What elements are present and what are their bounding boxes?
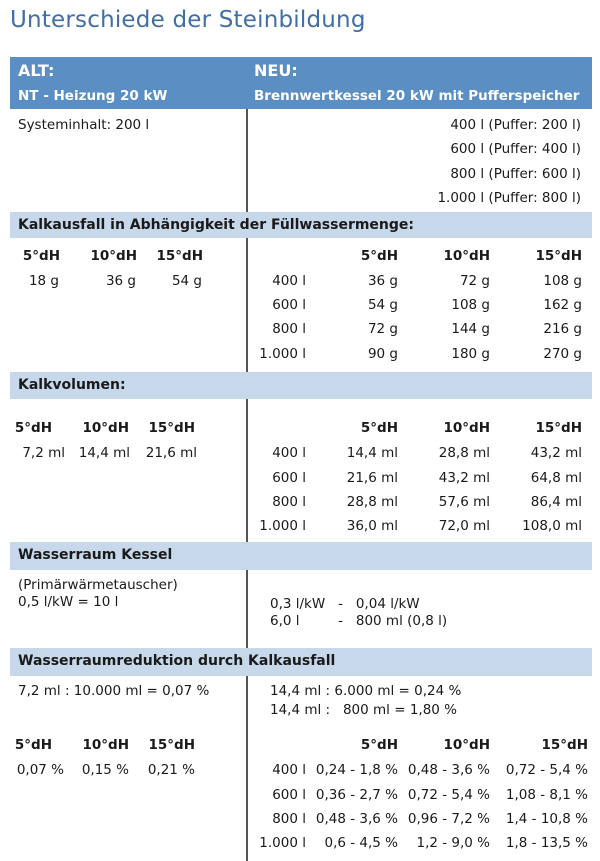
volume-label: 600 l	[272, 297, 306, 313]
table-cell: 0,36 - 2,7 %	[315, 787, 398, 803]
hardness-header: 15°dH	[156, 248, 203, 264]
systeminhalt-neu-item: 1.000 l (Puffer: 800 l)	[437, 190, 581, 206]
column-divider	[246, 570, 248, 648]
section-header-wasserraum	[10, 542, 592, 570]
systeminhalt-neu-item: 600 l (Puffer: 400 l)	[450, 141, 581, 157]
hardness-header: 10°dH	[82, 737, 129, 753]
volume-label: 400 l	[272, 762, 306, 778]
table-cell: 1,2 - 9,0 %	[416, 835, 490, 851]
table-cell: 216 g	[543, 321, 582, 337]
table-cell: 72 g	[367, 321, 398, 337]
table-cell: 108,0 ml	[522, 518, 582, 534]
volume-label: 600 l	[272, 470, 306, 486]
volume-label: 800 l	[272, 494, 306, 510]
table-cell: 162 g	[543, 297, 582, 313]
wasserraum-neu-value: 6,0 l - 800 ml (0,8 l)	[270, 613, 448, 629]
table-cell: 72 g	[459, 273, 490, 289]
volume-label: 400 l	[272, 273, 306, 289]
table-cell: 0,96 - 7,2 %	[407, 811, 490, 827]
reduktion-alt-value: 0,21 %	[147, 762, 195, 778]
column-divider	[246, 109, 248, 212]
reduktion-neu-formula: 14,4 ml : 6.000 ml = 0,24 %	[270, 683, 462, 699]
hardness-header: 10°dH	[90, 248, 137, 264]
hardness-header: 15°dH	[535, 420, 582, 436]
section-title: Wasserraum Kessel	[18, 547, 173, 563]
section-title: Wasserraumreduktion durch Kalkausfall	[18, 653, 336, 669]
table-cell: 14,4 ml	[346, 445, 398, 461]
hardness-header: 5°dH	[22, 248, 60, 264]
table-cell: 0,72 - 5,4 %	[407, 787, 490, 803]
table-cell: 1,08 - 8,1 %	[505, 787, 588, 803]
table-cell: 21,6 ml	[346, 470, 398, 486]
wasserraum-neu-value: 0,3 l/kW - 0,04 l/kW	[270, 596, 420, 612]
kalkvolumen-alt-value: 14,4 ml	[78, 445, 130, 461]
hardness-header: 5°dH	[360, 737, 398, 753]
table-cell: 270 g	[543, 346, 582, 362]
page-title: Unterschiede der Steinbildung	[10, 7, 366, 33]
column-divider	[246, 399, 248, 542]
table-cell: 36 g	[367, 273, 398, 289]
table-cell: 36,0 ml	[346, 518, 398, 534]
section-header-reduktion	[10, 648, 592, 676]
column-divider	[246, 676, 248, 861]
table-cell: 108 g	[543, 273, 582, 289]
table-cell: 1,8 - 13,5 %	[505, 835, 588, 851]
comparison-header	[10, 57, 592, 109]
alt-description: NT - Heizung 20 kW	[18, 88, 168, 104]
hardness-header: 10°dH	[443, 420, 490, 436]
table-cell: 0,6 - 4,5 %	[324, 835, 398, 851]
section-title: Kalkvolumen:	[18, 377, 126, 393]
table-cell: 86,4 ml	[530, 494, 582, 510]
kalkvolumen-alt-value: 21,6 ml	[145, 445, 197, 461]
table-cell: 108 g	[451, 297, 490, 313]
table-cell: 180 g	[451, 346, 490, 362]
section-header-kalkvolumen	[10, 372, 592, 399]
reduktion-alt-value: 0,15 %	[81, 762, 129, 778]
reduktion-alt-formula: 7,2 ml : 10.000 ml = 0,07 %	[18, 683, 210, 699]
hardness-header: 10°dH	[443, 248, 490, 264]
hardness-header: 15°dH	[535, 248, 582, 264]
table-cell: 43,2 ml	[438, 470, 490, 486]
neu-description: Brennwertkessel 20 kW mit Pufferspeicher	[254, 88, 580, 104]
volume-label: 1.000 l	[259, 518, 306, 534]
reduktion-neu-formula: 14,4 ml : 800 ml = 1,80 %	[270, 702, 457, 718]
table-cell: 64,8 ml	[530, 470, 582, 486]
table-cell: 57,6 ml	[438, 494, 490, 510]
hardness-header: 10°dH	[443, 737, 490, 753]
hardness-header: 5°dH	[14, 737, 52, 753]
wasserraum-alt-note: (Primärwärmetauscher)	[18, 577, 178, 593]
neu-label: NEU:	[254, 61, 298, 80]
volume-label: 600 l	[272, 787, 306, 803]
kalkausfall-alt-value: 36 g	[105, 273, 136, 289]
hardness-header: 5°dH	[14, 420, 52, 436]
volume-label: 400 l	[272, 445, 306, 461]
systeminhalt-neu-item: 400 l (Puffer: 200 l)	[450, 117, 581, 133]
table-cell: 0,24 - 1,8 %	[315, 762, 398, 778]
column-divider	[246, 238, 248, 372]
hardness-header: 15°dH	[148, 420, 195, 436]
wasserraum-alt-value: 0,5 l/kW = 10 l	[18, 594, 119, 610]
table-cell: 0,72 - 5,4 %	[505, 762, 588, 778]
volume-label: 1.000 l	[259, 835, 306, 851]
hardness-header: 15°dH	[148, 737, 195, 753]
table-cell: 28,8 ml	[346, 494, 398, 510]
volume-label: 1.000 l	[259, 346, 306, 362]
table-cell: 144 g	[451, 321, 490, 337]
section-header-kalkausfall	[10, 212, 592, 238]
table-cell: 28,8 ml	[438, 445, 490, 461]
hardness-header: 5°dH	[360, 248, 398, 264]
hardness-header: 15°dH	[541, 737, 588, 753]
reduktion-alt-value: 0,07 %	[16, 762, 64, 778]
kalkvolumen-alt-value: 7,2 ml	[22, 445, 65, 461]
systeminhalt-alt: Systeminhalt: 200 l	[18, 117, 150, 133]
hardness-header: 10°dH	[82, 420, 129, 436]
kalkausfall-alt-value: 54 g	[171, 273, 202, 289]
volume-label: 800 l	[272, 811, 306, 827]
section-title: Kalkausfall in Abhängigkeit der Füllwassermenge:	[18, 217, 415, 233]
systeminhalt-neu-item: 800 l (Puffer: 600 l)	[450, 166, 581, 182]
table-cell: 0,48 - 3,6 %	[315, 811, 398, 827]
table-cell: 43,2 ml	[530, 445, 582, 461]
table-cell: 1,4 - 10,8 %	[505, 811, 588, 827]
table-cell: 72,0 ml	[438, 518, 490, 534]
table-cell: 90 g	[367, 346, 398, 362]
volume-label: 800 l	[272, 321, 306, 337]
kalkausfall-alt-value: 18 g	[28, 273, 59, 289]
hardness-header: 5°dH	[360, 420, 398, 436]
alt-label: ALT:	[18, 61, 55, 80]
table-cell: 0,48 - 3,6 %	[407, 762, 490, 778]
table-cell: 54 g	[367, 297, 398, 313]
